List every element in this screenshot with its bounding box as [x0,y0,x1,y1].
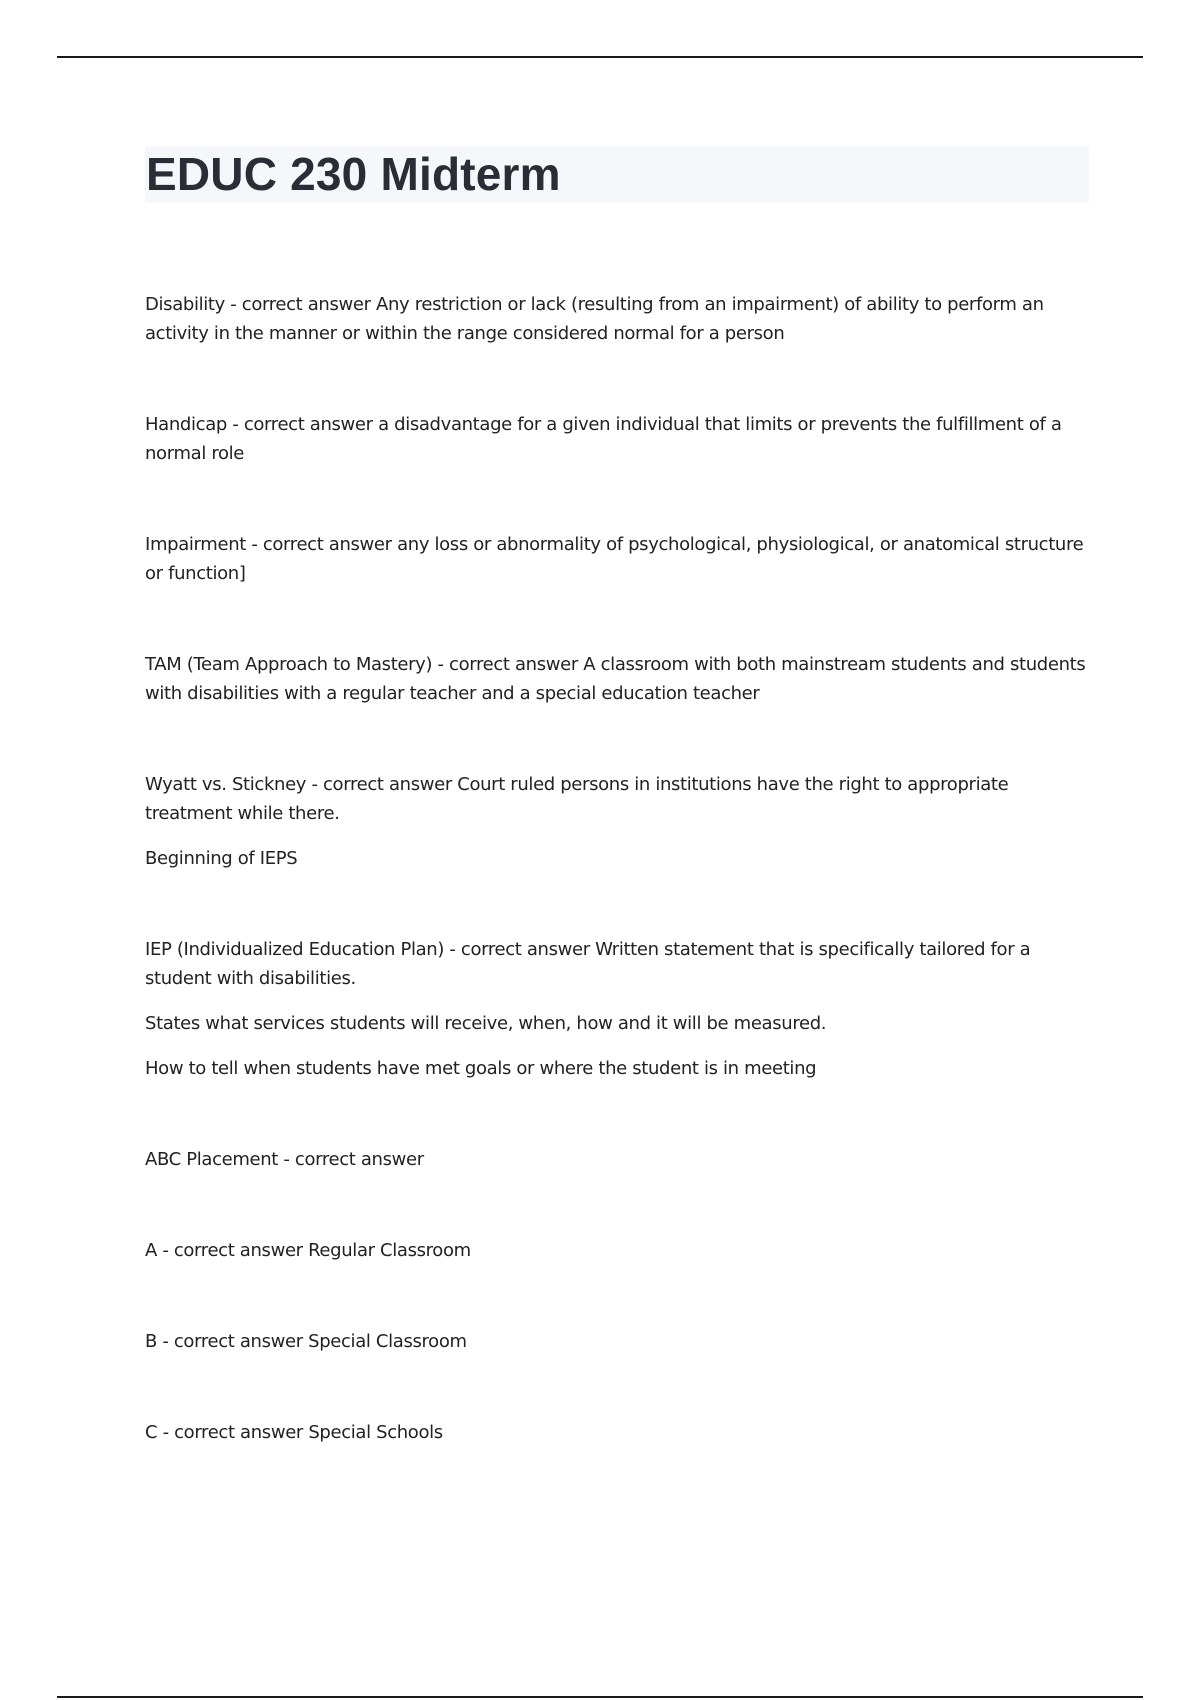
top-rule [57,56,1143,58]
entry-placement-a [145,1236,1100,1265]
entry-text: Wyatt vs. Stickney - correct answer Court ruled persons in institutions have the right to appropriate treatment while there. [145,774,1009,824]
entry-text: States what services students will receive, when, how and it will be measured. [145,1013,827,1034]
entry-handicap [145,410,1100,468]
bottom-rule [57,1696,1143,1698]
entry-text: C - correct answer Special Schools [145,1422,443,1443]
document-body [145,290,1100,1509]
entry-text: Handicap - correct answer a disadvantage for a given individual that limits or prevents the fulfillment of a normal role [145,414,1062,464]
entry-wyatt-vs-stickney [145,770,1100,873]
entry-placement-b [145,1327,1100,1356]
entry-tam [145,650,1100,708]
entry-text: A - correct answer Regular Classroom [145,1240,471,1261]
entry-text: IEP (Individualized Education Plan) - correct answer Written statement that is specifically tailored for a student with disabilities. [145,939,1031,989]
entry-disability [145,290,1100,348]
entry-placement-c [145,1418,1100,1447]
entry-impairment [145,530,1100,588]
entry-iep [145,935,1100,1083]
entry-abc-placement [145,1145,1100,1174]
entry-text: ABC Placement - correct answer [145,1149,424,1170]
entry-text: B - correct answer Special Classroom [145,1331,467,1352]
entry-text: How to tell when students have met goals or where the student is in meeting [145,1058,817,1079]
entry-text: TAM (Team Approach to Mastery) - correct answer A classroom with both mainstream students and students with disabilities with a regular teacher and a special education teacher [145,654,1086,704]
entry-text: Disability - correct answer Any restriction or lack (resulting from an impairment) of ability to perform an activity in the manner or within the range considered normal for a person [145,294,1044,344]
entry-text: Beginning of IEPS [145,848,298,869]
document-title: EDUC 230 Midterm [146,148,561,200]
entry-text: Impairment - correct answer any loss or abnormality of psychological, physiological, or anatomical structure or function] [145,534,1084,584]
